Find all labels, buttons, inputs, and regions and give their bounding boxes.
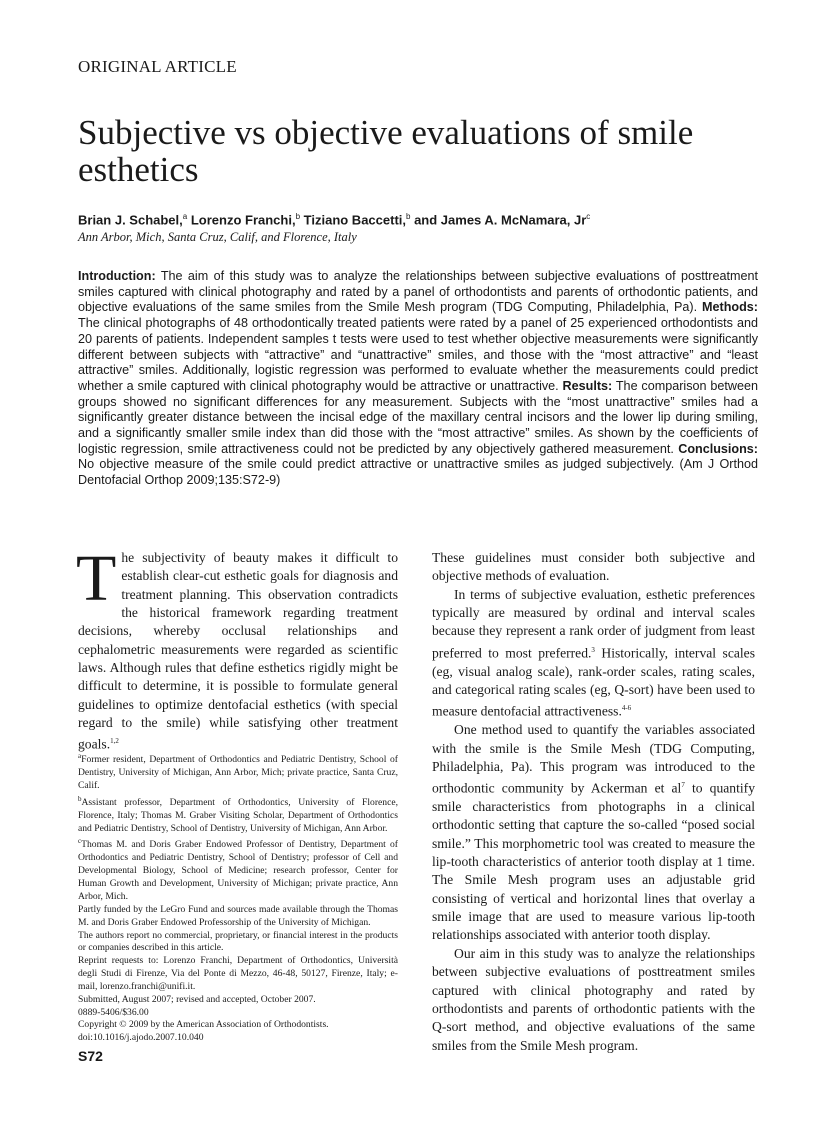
author-sup: c	[586, 212, 591, 221]
body-paragraph: Our aim in this study was to analyze the relationships between subjective evaluations of posttreatment smiles captured with clinical photography and rated by orthodontists and parents of orthodontic patients with the Q-sort method, and objective evaluations of the same smiles from the Smile Mesh program.	[432, 945, 755, 1053]
footnotes	[78, 750, 398, 1045]
footnote: The authors report no commercial, proprietary, or financial interest in the products or companies described in this article.	[78, 929, 398, 954]
footnote: Reprint requests to: Lorenzo Franchi, Department of Orthodontics, Università degli Studi di Firenze, Via del Ponte di Mezzo, 46-48, 50127, Firenze, Italy; e-mail, lorenzo.franchi@unifi.it.	[78, 955, 398, 992]
author-name: and James A. McNamara, Jr	[414, 212, 587, 228]
author-name: Lorenzo Franchi,	[190, 212, 296, 228]
footnote: Partly funded by the LeGro Fund and sources made available through the Thomas M. and Doris Graber Endowed Professorship of the University of Michigan.	[78, 903, 398, 928]
abstract-intro: The aim of this study was to analyze the relationships between subjective evaluations of posttreatment smiles captured with clinical photography and rated by a panel of orthodontists and parents of orthodontic patients, and objective evaluations of the same smiles from the Smile Mesh program (TDG Computing, Philadelphia, Pa).	[78, 269, 758, 315]
author-sup: b	[406, 212, 411, 221]
footnote: Submitted, August 2007; revised and accepted, October 2007.	[78, 993, 316, 1005]
paragraph-text: One method used to quantify the variables associated with the smile is the Smile Mesh (TDG Computing, Philadelphia, Pa). This program was introduced to the orthodontic community by Ackerman et al	[432, 722, 755, 796]
body-paragraph: These guidelines must consider both subjective and objective methods of evaluation.	[432, 550, 755, 584]
footnote-marker: a	[78, 752, 82, 760]
body-column-left	[76, 542, 398, 754]
footnote-text: Former resident, Department of Orthodontics and Pediatric Dentistry, School of Dentistry, University of Michigan, Ann Arbor, Mich; private practice, Santa Cruz, Calif.	[78, 754, 398, 791]
citation: 7	[681, 781, 685, 790]
article-title: Subjective vs objective evaluations of smile esthetics	[78, 113, 694, 189]
abstract-methods: The clinical photographs of 48 orthodontically treated patients were rated by a panel of 25 experienced orthodontists and 20 parents of patients. Independent samples t tests were used to test whether objective measurements were significantly different between subjects with “attractive” and “unattractive” smiles, and those with the “most attractive” and “least attractive” smiles. Additionally, logistic regression was performed to evaluate whether the measurements could predict whether a smile captured with clinical photography would be attractive or unattractive.	[78, 316, 758, 393]
footnote-text: Thomas M. and Doris Graber Endowed Professor of Dentistry, Department of Orthodontics and Pediatric Dentistry, School of Dentistry; professor of Cell and Developmental Biology, School of Medicine; research professor, Center for Human Growth and Development, University of Michigan; private practice, Ann Arbor, Mich.	[78, 839, 398, 902]
footnote	[78, 750, 398, 793]
footnote-marker: b	[78, 794, 82, 803]
author-sup: b	[295, 212, 301, 221]
paragraph-text: he subjectivity of beauty makes it difficult to establish clear-cut esthetic goals for diagnosis and treatment planning. This observation contradicts the historical framework regarding treatment decisions, whereby occlusal relationships and cephalometric measurements were regarded as scientific laws. Although rules that define esthetics rigidly might be difficult to determine, it is possible to formulate general guidelines to optimize dentofacial esthetics (with special regard to the smile) while satisfying other treatment goals.	[78, 550, 398, 752]
paragraph-text: Historically, interval scales (eg, visual analog scale), rank-order scales, rating scales, and categorical rating scales (eg, Q-sort) have been used to measure dentofacial attractiveness.	[432, 645, 755, 719]
abstract	[78, 269, 758, 489]
body-paragraph	[76, 542, 398, 754]
body-column-right	[432, 549, 755, 1055]
author-name: Brian J. Schabel,	[78, 212, 183, 228]
abstract-methods-label: Methods:	[702, 300, 758, 315]
abstract-results: The comparison between groups showed no significant differences for any measurement. Subjects with the “most unattractive” smiles had a significantly greater distance between the incisal edge of the maxillary central incisors and the lower lip during smiling, and a significantly smaller smile index than did those with the “most attractive” smiles. As shown by the coefficients of logistic regression, smile attractiveness could not be predicted by any objectively gathered measurement.	[78, 378, 758, 456]
author-name: Tiziano Baccetti,	[303, 212, 406, 228]
section-label: ORIGINAL ARTICLE	[78, 57, 237, 76]
footnote: 0889-5406/$36.00	[78, 1006, 149, 1018]
affiliation-line: Ann Arbor, Mich, Santa Cruz, Calif, and Florence, Italy	[78, 230, 357, 244]
abstract-conclusions: No objective measure of the smile could predict attractive or unattractive smiles as judged subjectively. (Am J Orthod Dentofacial Orthop 2009;135:S72-9)	[78, 457, 758, 488]
author-sup: a	[182, 212, 188, 221]
footnote	[78, 793, 398, 836]
page-number: S72	[78, 1048, 103, 1064]
footnote-text: Assistant professor, Department of Orthodontics, University of Florence, Florence, Italy; Thomas M. Graber Visiting Scholar, Department of Orthodontics and Pediatric Dentistry, School of Dentistry, University of Michigan, Ann Arbor.	[78, 796, 398, 834]
body-paragraph	[432, 586, 755, 721]
drop-cap: T	[76, 542, 117, 615]
abstract-intro-label: Introduction:	[78, 269, 156, 283]
abstract-conclusions-label: Conclusions:	[678, 441, 758, 456]
citation: 4-6	[621, 704, 632, 713]
footnote: doi:10.1016/j.ajodo.2007.10.040	[78, 1032, 204, 1044]
citation: 1,2	[110, 737, 119, 746]
abstract-results-label: Results:	[562, 378, 613, 393]
footnote	[78, 835, 398, 903]
paragraph-text: In terms of subjective evaluation, esthetic preferences typically are measured by ordinal and interval scales because they represent a rank order of judgment from least preferred to most preferred.	[432, 586, 755, 661]
footnote: Copyright © 2009 by the American Association of Orthodontists.	[78, 1019, 329, 1031]
citation: 3	[591, 645, 595, 654]
author-list	[78, 212, 590, 227]
body-paragraph	[432, 721, 755, 945]
footnote-marker: c	[78, 837, 82, 846]
paragraph-text: to quantify smile characteristics from photographs in a clinical orthodontic setting that capture the so-called “posed social smile.” This morphometric tool was created to measure the lip-tooth characteristics of anterior tooth display at 1 time. The Smile Mesh program uses an adjustable grid consisting of vertical and horizontal lines that overlay a smile image that are used to measure various lip-tooth relationships associated with anterior tooth display.	[432, 780, 755, 943]
